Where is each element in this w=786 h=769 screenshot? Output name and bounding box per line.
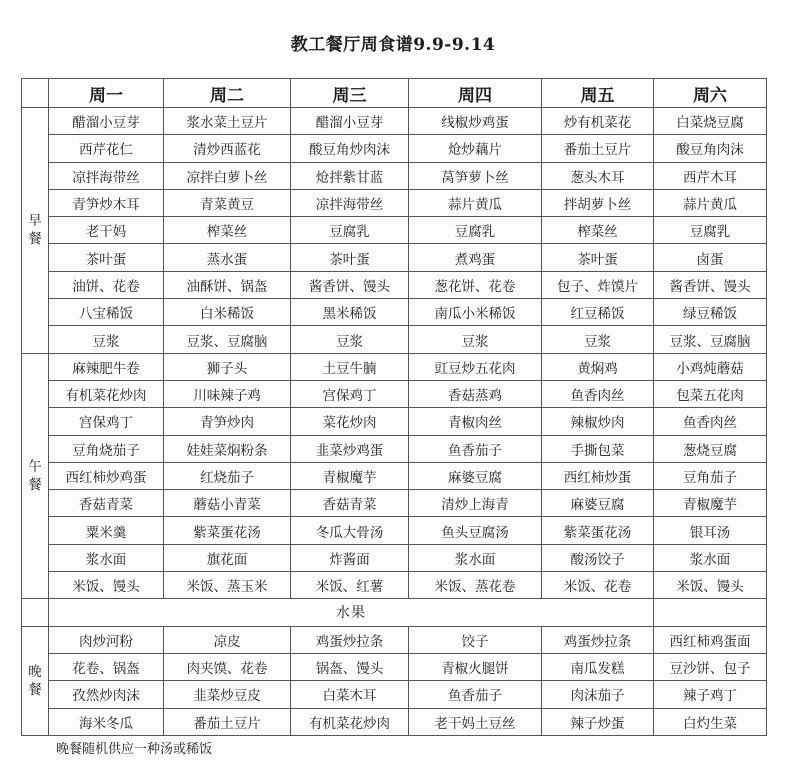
dish-cell: 麻婆豆腐	[409, 462, 542, 489]
lunch-label	[22, 353, 49, 599]
day-header: 周三	[291, 79, 409, 108]
dish-cell: 海米冬瓜	[49, 708, 164, 735]
dish-cell: 香菇蒸鸡	[409, 380, 542, 407]
dish-cell: 辣子鸡丁	[654, 681, 767, 708]
dish-cell: 酸豆角炒肉沫	[291, 135, 409, 162]
lunch-row	[22, 517, 767, 544]
breakfast-row	[22, 326, 767, 353]
lunch-row	[22, 462, 767, 489]
dish-cell: 老干妈	[49, 217, 164, 244]
dish-cell: 青椒火腿饼	[409, 653, 542, 680]
breakfast-label	[22, 108, 49, 354]
dish-cell: 黄焖鸡	[542, 353, 654, 380]
dish-cell: 鱼香茄子	[409, 681, 542, 708]
dish-cell: 宫保鸡丁	[49, 408, 164, 435]
dish-cell: 绿豆稀饭	[654, 299, 767, 326]
breakfast-row	[22, 244, 767, 271]
dish-cell: 西芹花仁	[49, 135, 164, 162]
dish-cell: 葱头木耳	[542, 162, 654, 189]
lunch-row	[22, 408, 767, 435]
dish-cell: 豆浆、豆腐脑	[164, 326, 291, 353]
dish-cell: 白菜木耳	[291, 681, 409, 708]
dish-cell: 白菜烧豆腐	[654, 108, 767, 135]
dish-cell: 炸酱面	[291, 544, 409, 571]
dish-cell: 有机菜花炒肉	[49, 380, 164, 407]
day-header: 周四	[409, 79, 542, 108]
dish-cell: 凉皮	[164, 626, 291, 653]
dish-cell: 炝拌紫甘蓝	[291, 162, 409, 189]
dish-cell: 小鸡炖蘑菇	[654, 353, 767, 380]
day-header: 周六	[654, 79, 767, 108]
dish-cell: 银耳汤	[654, 517, 767, 544]
breakfast-row	[22, 108, 767, 135]
dish-cell: 冬瓜大骨汤	[291, 517, 409, 544]
dish-cell: 粟米羹	[49, 517, 164, 544]
meal-label-char: 餐	[28, 231, 42, 248]
dish-cell: 宫保鸡丁	[291, 380, 409, 407]
dish-cell: 韭菜炒鸡蛋	[291, 435, 409, 462]
dish-cell: 娃娃菜焖粉条	[164, 435, 291, 462]
dish-cell: 番茄土豆片	[542, 135, 654, 162]
dish-cell: 卤蛋	[654, 244, 767, 271]
dish-cell: 酱香饼、馒头	[654, 271, 767, 298]
day-header-row	[22, 79, 767, 108]
dish-cell: 酸汤饺子	[542, 544, 654, 571]
dish-cell: 青椒魔芋	[654, 490, 767, 517]
dish-cell: 凉拌海带丝	[291, 189, 409, 216]
dish-cell: 豆腐乳	[291, 217, 409, 244]
dish-cell: 蒜片黄瓜	[409, 189, 542, 216]
footnote: 晚餐随机供应一种汤或稀饭	[56, 742, 213, 757]
dish-cell: 酸豆角肉沫	[654, 135, 767, 162]
day-header: 周二	[164, 79, 291, 108]
dish-cell: 榨菜丝	[164, 217, 291, 244]
dish-cell: 包菜五花肉	[654, 380, 767, 407]
dish-cell: 浆水面	[409, 544, 542, 571]
breakfast-row	[22, 299, 767, 326]
lunch-row	[22, 435, 767, 462]
dish-cell: 豆腐乳	[654, 217, 767, 244]
dinner-row	[22, 681, 767, 708]
dish-cell: 肉夹馍、花卷	[164, 653, 291, 680]
dish-cell: 清炒西蓝花	[164, 135, 291, 162]
dish-cell: 蒜片黄瓜	[654, 189, 767, 216]
dish-cell: 线椒炒鸡蛋	[409, 108, 542, 135]
day-header: 周一	[49, 79, 164, 108]
dish-cell: 豆沙饼、包子	[654, 653, 767, 680]
dish-cell: 茶叶蛋	[291, 244, 409, 271]
dish-cell: 西红柿炒鸡蛋	[49, 462, 164, 489]
dish-cell: 浆水面	[654, 544, 767, 571]
dish-cell: 蘑菇小青菜	[164, 490, 291, 517]
dish-cell: 番茄土豆片	[164, 708, 291, 735]
dish-cell: 豆浆	[542, 326, 654, 353]
dish-cell: 豆浆	[409, 326, 542, 353]
lunch-row	[22, 380, 767, 407]
lunch-row	[22, 490, 767, 517]
dish-cell: 鱼头豆腐汤	[409, 517, 542, 544]
dish-cell: 西红柿鸡蛋面	[654, 626, 767, 653]
dish-cell: 青菜黄豆	[164, 189, 291, 216]
dish-cell: 炒有机菜花	[542, 108, 654, 135]
lunch-row	[22, 353, 767, 380]
dish-cell: 酱香饼、馒头	[291, 271, 409, 298]
dish-cell: 土豆牛腩	[291, 353, 409, 380]
dish-cell: 韭菜炒豆皮	[164, 681, 291, 708]
dinner-row	[22, 708, 767, 735]
dish-cell: 香菇青菜	[291, 490, 409, 517]
dish-cell: 白米稀饭	[164, 299, 291, 326]
breakfast-row	[22, 135, 767, 162]
dish-cell: 青笋炒肉	[164, 408, 291, 435]
dish-cell: 老干妈土豆丝	[409, 708, 542, 735]
dish-cell: 醋溜小豆芽	[291, 108, 409, 135]
dish-cell: 米饭、蒸花卷	[409, 572, 542, 599]
dish-cell: 米饭、红薯	[291, 572, 409, 599]
dish-cell: 豆浆	[291, 326, 409, 353]
dish-cell: 红烧茄子	[164, 462, 291, 489]
dish-cell: 米饭、馒头	[654, 572, 767, 599]
dish-cell: 煮鸡蛋	[409, 244, 542, 271]
dish-cell: 豆角烧茄子	[49, 435, 164, 462]
dish-cell: 蒸水蛋	[164, 244, 291, 271]
dish-cell: 清炒上海青	[409, 490, 542, 517]
dish-cell: 米饭、蒸玉米	[164, 572, 291, 599]
dish-cell: 肉炒河粉	[49, 626, 164, 653]
dish-cell: 油饼、花卷	[49, 271, 164, 298]
dish-cell: 青笋炒木耳	[49, 189, 164, 216]
dinner-row	[22, 626, 767, 653]
day-header: 周五	[542, 79, 654, 108]
dish-cell: 青椒魔芋	[291, 462, 409, 489]
dish-cell: 西芹木耳	[654, 162, 767, 189]
fruit-row-spacer	[22, 599, 49, 626]
dish-cell: 米饭、花卷	[542, 572, 654, 599]
dish-cell: 豆浆、豆腐脑	[654, 326, 767, 353]
dish-cell: 手撕包菜	[542, 435, 654, 462]
fruit-cell: 水果	[49, 599, 654, 626]
dish-cell: 红豆稀饭	[542, 299, 654, 326]
fruit-row	[22, 599, 767, 626]
dish-cell: 黑米稀饭	[291, 299, 409, 326]
dish-cell: 鱼香肉丝	[542, 380, 654, 407]
dish-cell: 浆水菜土豆片	[164, 108, 291, 135]
dish-cell: 豆腐乳	[409, 217, 542, 244]
breakfast-row	[22, 217, 767, 244]
dish-cell: 麻辣肥牛卷	[49, 353, 164, 380]
dish-cell: 紫菜蛋花汤	[164, 517, 291, 544]
dish-cell: 凉拌白萝卜丝	[164, 162, 291, 189]
meal-label-char: 早	[28, 213, 42, 230]
dish-cell: 葱花饼、花卷	[409, 271, 542, 298]
dish-cell: 米饭、馒头	[49, 572, 164, 599]
dish-cell: 旗花面	[164, 544, 291, 571]
dish-cell: 豆浆	[49, 326, 164, 353]
page-title: 教工餐厅周食谱9.9-9.14	[290, 35, 496, 55]
breakfast-row	[22, 271, 767, 298]
dish-cell: 鸡蛋炒拉条	[542, 626, 654, 653]
dish-cell: 狮子头	[164, 353, 291, 380]
dinner-row	[22, 653, 767, 680]
dish-cell: 南瓜发糕	[542, 653, 654, 680]
dish-cell: 豇豆炒五花肉	[409, 353, 542, 380]
dish-cell: 川味辣子鸡	[164, 380, 291, 407]
dish-cell: 莴笋萝卜丝	[409, 162, 542, 189]
dish-cell: 辣椒炒肉	[542, 408, 654, 435]
dish-cell: 孜然炒肉沫	[49, 681, 164, 708]
dish-cell: 凉拌海带丝	[49, 162, 164, 189]
dish-cell: 包子、炸馍片	[542, 271, 654, 298]
dish-cell: 饺子	[409, 626, 542, 653]
breakfast-row	[22, 189, 767, 216]
dish-cell: 肉沫茄子	[542, 681, 654, 708]
meal-label-char: 餐	[28, 477, 42, 493]
menu-body	[22, 108, 767, 736]
dish-cell: 油酥饼、锅盔	[164, 271, 291, 298]
dish-cell: 锅盔、馒头	[291, 653, 409, 680]
dish-cell: 西红柿炒蛋	[542, 462, 654, 489]
fruit-row-spacer	[654, 599, 767, 626]
dish-cell: 葱烧豆腐	[654, 435, 767, 462]
dish-cell: 香菇青菜	[49, 490, 164, 517]
dish-cell: 茶叶蛋	[542, 244, 654, 271]
dish-cell: 豆角茄子	[654, 462, 767, 489]
dish-cell: 八宝稀饭	[49, 299, 164, 326]
dish-cell: 鱼香肉丝	[654, 408, 767, 435]
dinner-label	[22, 626, 49, 735]
meal-label-char: 晚	[28, 663, 42, 680]
breakfast-row	[22, 162, 767, 189]
dish-cell: 青椒肉丝	[409, 408, 542, 435]
dish-cell: 花卷、锅盔	[49, 653, 164, 680]
dish-cell: 炝炒藕片	[409, 135, 542, 162]
dish-cell: 浆水面	[49, 544, 164, 571]
dish-cell: 茶叶蛋	[49, 244, 164, 271]
dish-cell: 鸡蛋炒拉条	[291, 626, 409, 653]
dish-cell: 有机菜花炒肉	[291, 708, 409, 735]
dish-cell: 辣子炒蛋	[542, 708, 654, 735]
dish-cell: 榨菜丝	[542, 217, 654, 244]
dish-cell: 鱼香茄子	[409, 435, 542, 462]
dish-cell: 菜花炒肉	[291, 408, 409, 435]
lunch-row	[22, 572, 767, 599]
lunch-row	[22, 544, 767, 571]
meal-label-char: 午	[28, 459, 42, 475]
dish-cell: 紫菜蛋花汤	[542, 517, 654, 544]
weekly-menu-table	[21, 78, 767, 736]
dish-cell: 醋溜小豆芽	[49, 108, 164, 135]
dish-cell: 白灼生菜	[654, 708, 767, 735]
meal-label-char: 餐	[28, 681, 42, 698]
dish-cell: 拌胡萝卜丝	[542, 189, 654, 216]
dish-cell: 南瓜小米稀饭	[409, 299, 542, 326]
dish-cell: 麻婆豆腐	[542, 490, 654, 517]
header-corner-cell	[22, 79, 49, 108]
